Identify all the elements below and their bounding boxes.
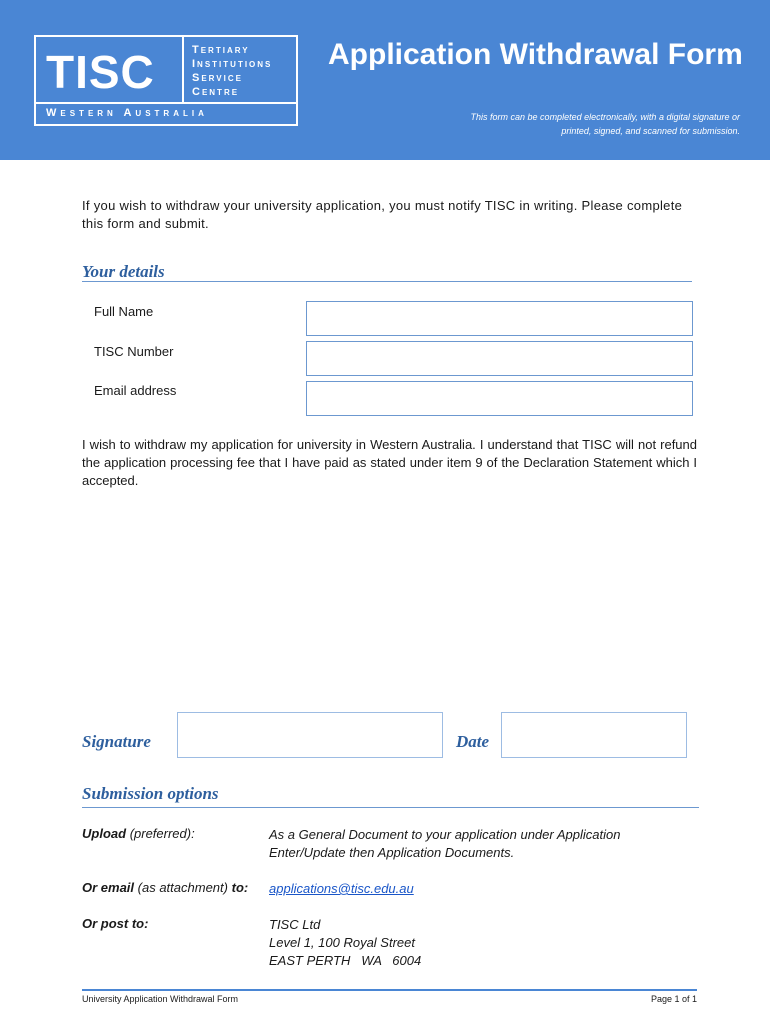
logo-word: Service [192, 72, 243, 84]
header-note-line: printed, signed, and scanned for submission. [561, 126, 740, 136]
email-link[interactable]: applications@tisc.edu.au [269, 881, 414, 896]
email-address-label: Email address [94, 383, 177, 398]
header-note-line: This form can be completed electronically, with a digital signature or [470, 112, 740, 122]
post-address-line: EAST PERTH WA 6004 [269, 953, 422, 968]
email-label [82, 880, 248, 895]
logo-words [192, 43, 272, 99]
upload-label-strong: Upload [82, 826, 127, 841]
email-address-value [269, 880, 689, 898]
logo-divider-horizontal [36, 102, 296, 104]
logo-word: Institutions [192, 58, 273, 70]
date-label: Date [456, 732, 490, 751]
email-address-field[interactable] [306, 381, 693, 416]
footer-form-name: University Application Withdrawal Form [82, 994, 239, 1004]
email-note: (as attachment) [137, 880, 228, 895]
post-address [269, 916, 689, 970]
your-details-heading: Your details [82, 262, 165, 281]
full-name-label: Full Name [94, 304, 154, 319]
email-label-strong: Or email [82, 880, 135, 895]
signature-field[interactable] [177, 712, 443, 758]
logo-acronym: TISC [46, 46, 155, 98]
upload-note: (preferred): [129, 826, 195, 841]
submission-options-heading: Submission options [82, 784, 219, 803]
post-address-line: TISC Ltd [269, 917, 321, 932]
logo-word: Centre [192, 86, 240, 98]
date-field[interactable] [501, 712, 687, 758]
upload-instructions: As a General Document to your application under Application Enter/Update then Application Documents. [269, 827, 621, 860]
footer-page-number: Page 1 of 1 [650, 994, 697, 1004]
tisc-number-field[interactable] [306, 341, 693, 376]
your-details-rule [82, 281, 692, 282]
post-address-line: Level 1, 100 Royal Street [269, 935, 415, 950]
post-label-strong: Or post to: [82, 916, 149, 931]
form-title: Application Withdrawal Form [328, 38, 743, 71]
header-note [420, 110, 740, 138]
tisc-number-label: TISC Number [94, 344, 174, 359]
upload-label [82, 826, 195, 841]
intro-text: If you wish to withdraw your university application, you must notify TISC in writing. Please complete this form and submit. [82, 198, 683, 231]
submission-rule [82, 807, 699, 808]
withdrawal-statement: I wish to withdraw my application for university in Western Australia. I understand that TISC will not refund the application processing fee that I have paid as stated under item 9 of the Declaration Statement which I accepted. [82, 437, 697, 488]
tisc-logo [34, 35, 298, 126]
logo-divider-vertical [182, 37, 184, 104]
full-name-field[interactable] [306, 301, 693, 336]
footer-rule [82, 989, 697, 991]
email-to: to: [231, 880, 249, 895]
logo-word: Tertiary [192, 44, 250, 56]
signature-label: Signature [82, 732, 151, 751]
page-header [0, 0, 770, 160]
logo-region: Western Australia [46, 107, 208, 119]
post-label [82, 916, 148, 931]
